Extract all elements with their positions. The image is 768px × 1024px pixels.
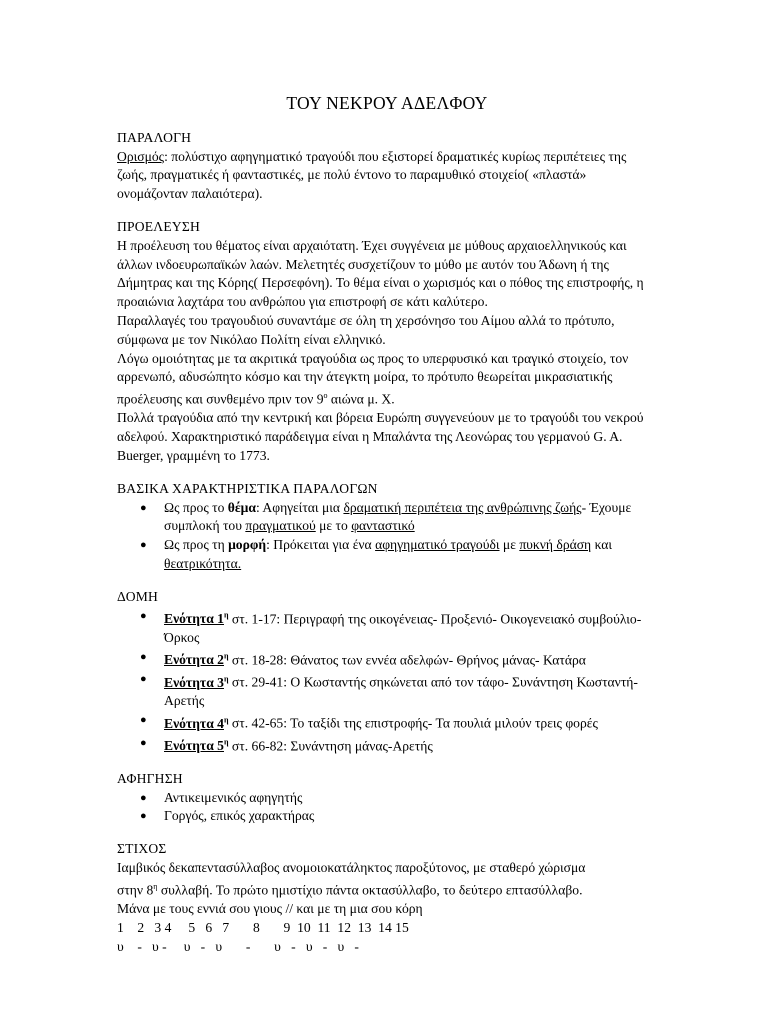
- text: Ως προς το: [164, 499, 228, 515]
- text: συλλαβή. Το πρώτο ημιστίχιο πάντα οκτασύλλαβο, το δεύτερο επτασύλλαβο.: [157, 882, 583, 898]
- heading-structure: ΔΟΜΗ: [117, 588, 159, 604]
- heading-paralogi: ΠΑΡΑΛΟΓΗ: [117, 129, 192, 145]
- characteristics-list: [117, 499, 657, 574]
- list-item: [117, 789, 657, 808]
- section-label: Ενότητα 3: [164, 674, 224, 690]
- sup: η: [153, 881, 158, 891]
- underlined-text: πραγματικού: [245, 518, 316, 534]
- bullet-icon: ●: [140, 501, 147, 514]
- underlined-text: δραματική περιπέτεια της ανθρώπινης ζωής: [343, 499, 582, 515]
- origin-paragraph-2: Παραλλαγές του τραγουδιού συναντάμε σε όλη τη χερσόνησο του Αίμου αλλά το πρότυπο, σύμφωνα με τον Νικόλαο Πολίτη είναι ελληνικό.: [117, 312, 615, 347]
- bullet-icon: ●: [140, 609, 147, 622]
- section-text: στ. 42-65: Το ταξίδι της επιστροφής- Τα πουλιά μιλούν τρεις φορές: [228, 715, 598, 731]
- section-label: Ενότητα 4: [164, 715, 224, 731]
- section-sup: η: [223, 737, 229, 747]
- section-text: στ. 1-17: Περιγραφή της οικογένειας- Προξενιό- Οικογενειακό συμβούλιο- Όρκος: [164, 611, 642, 645]
- section-label: Ενότητα 5: [164, 738, 224, 754]
- verse-line-2: [117, 878, 657, 900]
- meter-pattern: υ - υ - υ - υ - υ - υ - υ -: [117, 938, 359, 954]
- heading-verse: ΣΤΙΧΟΣ: [117, 841, 167, 857]
- bullet-icon: ●: [140, 714, 147, 727]
- text: Ως προς τη: [164, 537, 229, 553]
- definition-text: : πολύστιχο αφηγηματικό τραγούδι που εξιστορεί δραματικές κυρίως περιπέτειες της ζωής, πραγματικές ή φανταστικές, με πολύ έντονο το παραμυθικό στοιχείο( «πλαστά» ονομάζονταν παλαιότερα).: [117, 148, 627, 202]
- origin-p3-sup: ο: [323, 391, 328, 401]
- text: : Πρόκειται για ένα: [266, 537, 376, 553]
- section-sup: η: [223, 715, 229, 725]
- bullet-icon: ●: [140, 673, 147, 686]
- section-sup: η: [223, 610, 229, 620]
- document-page: [117, 94, 657, 957]
- list-item: [117, 807, 657, 826]
- underlined-text: πυκνή δράση: [519, 537, 592, 553]
- verse-example: Μάνα με τους εννιά σου γιους // και με τη μια σου κόρη: [117, 901, 423, 917]
- bold-text: μορφή: [228, 537, 267, 553]
- section-sup: η: [223, 674, 229, 684]
- list-item: [117, 607, 657, 648]
- section-text: στ. 18-28: Θάνατος των εννέα αδελφών- Θρήνος μάνας- Κατάρα: [228, 652, 586, 668]
- origin-paragraph-1: Η προέλευση του θέματος είναι αρχαιότατη. Έχει συγγένεια με μύθους αρχαιοελληνικούς και άλλων ινδοευρωπαϊκών λαών. Μελετητές συσχετίζουν το μύθο με αυτόν του Άδωνη ή της Δήμητρας και της Κόρης( Περσεφόνη). Το θέμα είναι ο χωρισμός και ο πόθος της επιστροφής, η προαιώνια λαχτάρα του ανθρώπου για επιστροφή σε κάτι καλύτερο.: [117, 237, 644, 310]
- list-item: [117, 711, 657, 733]
- origin-p3-end: αιώνα μ. Χ.: [327, 391, 395, 407]
- text: με το: [315, 518, 352, 534]
- bullet-icon: ●: [140, 810, 147, 823]
- section-sup: η: [223, 651, 229, 661]
- list-item: [117, 536, 657, 574]
- text: : Αφηγείται μια: [255, 499, 344, 515]
- list-item: [117, 670, 657, 711]
- underlined-text: αφηγηματικό τραγούδι: [375, 537, 500, 553]
- list-item-text: Αντικειμενικός αφηγητής: [164, 789, 303, 805]
- section-label: Ενότητα 1: [164, 611, 224, 627]
- underlined-text: θεατρικότητα.: [164, 556, 242, 572]
- section-text: στ. 66-82: Συνάντηση μάνας-Αρετής: [228, 738, 433, 754]
- list-item: [117, 648, 657, 670]
- text: στην 8: [117, 882, 154, 898]
- text: - Έχουμε συμπλοκή του: [164, 499, 632, 534]
- structure-list: [117, 607, 657, 756]
- list-item-text: Γοργός, επικός χαρακτήρας: [164, 808, 315, 824]
- origin-paragraph-4: Πολλά τραγούδια από την κεντρική και βόρεια Ευρώπη συγγενεύουν με το τραγούδι του νεκρού αδελφού. Χαρακτηριστικό παράδειγμα είναι η Μπαλάντα της Λεονώρας του γερμανού G. A. Buerger, γραμμένη το 1773.: [117, 410, 644, 464]
- verse-line-1: Ιαμβικός δεκαπεντασύλλαβος ανομοιοκατάληκτος παροξύτονος, με σταθερό χώρισμα: [117, 860, 586, 876]
- bold-text: θέμα: [227, 499, 256, 515]
- underlined-text: φανταστικό: [351, 518, 415, 534]
- definition-paragraph: [117, 148, 657, 204]
- heading-characteristics: ΒΑΣΙΚΑ ΧΑΡΑΚΤΗΡΙΣΤΙΚΑ ΠΑΡΑΛΟΓΩΝ: [117, 480, 378, 496]
- bullet-icon: ●: [140, 791, 147, 804]
- heading-narration: ΑΦΗΓΗΣΗ: [117, 770, 183, 786]
- list-item: [117, 734, 657, 756]
- section-label: Ενότητα 2: [164, 652, 224, 668]
- narration-list: [117, 789, 657, 827]
- document-title: ΤΟΥ ΝΕΚΡΟΥ ΑΔΕΛΦΟΥ: [286, 93, 488, 113]
- bullet-icon: ●: [140, 736, 147, 749]
- section-text: στ. 29-41: Ο Κωσταντής σηκώνεται από τον τάφο- Συνάντηση Κωσταντή-Αρετής: [164, 674, 638, 709]
- definition-label: Ορισμός: [117, 148, 165, 164]
- origin-p3-text: Λόγω ομοιότητας με τα ακριτικά τραγούδια ως προς το υπερφυσικό και τραγικό στοιχείο, τον αρρενωπό, αδυσώπητο κόσμο και την άτεγκτη μοίρα, το πρότυπο θεωρείται μικρασιατικής προέλευσης και συνθεμένο πριν τον 9: [117, 350, 629, 407]
- bullet-icon: ●: [140, 539, 147, 552]
- origin-paragraph-3: [117, 350, 657, 410]
- list-item: [117, 499, 657, 537]
- text: και: [591, 537, 613, 553]
- syllable-numbers: 1 2 3 4 5 6 7 8 9 10 11 12 13 14 15: [117, 920, 409, 935]
- heading-proeleusi: ΠΡΟΕΛΕΥΣΗ: [117, 218, 201, 234]
- text: με: [499, 537, 520, 553]
- bullet-icon: ●: [140, 650, 147, 663]
